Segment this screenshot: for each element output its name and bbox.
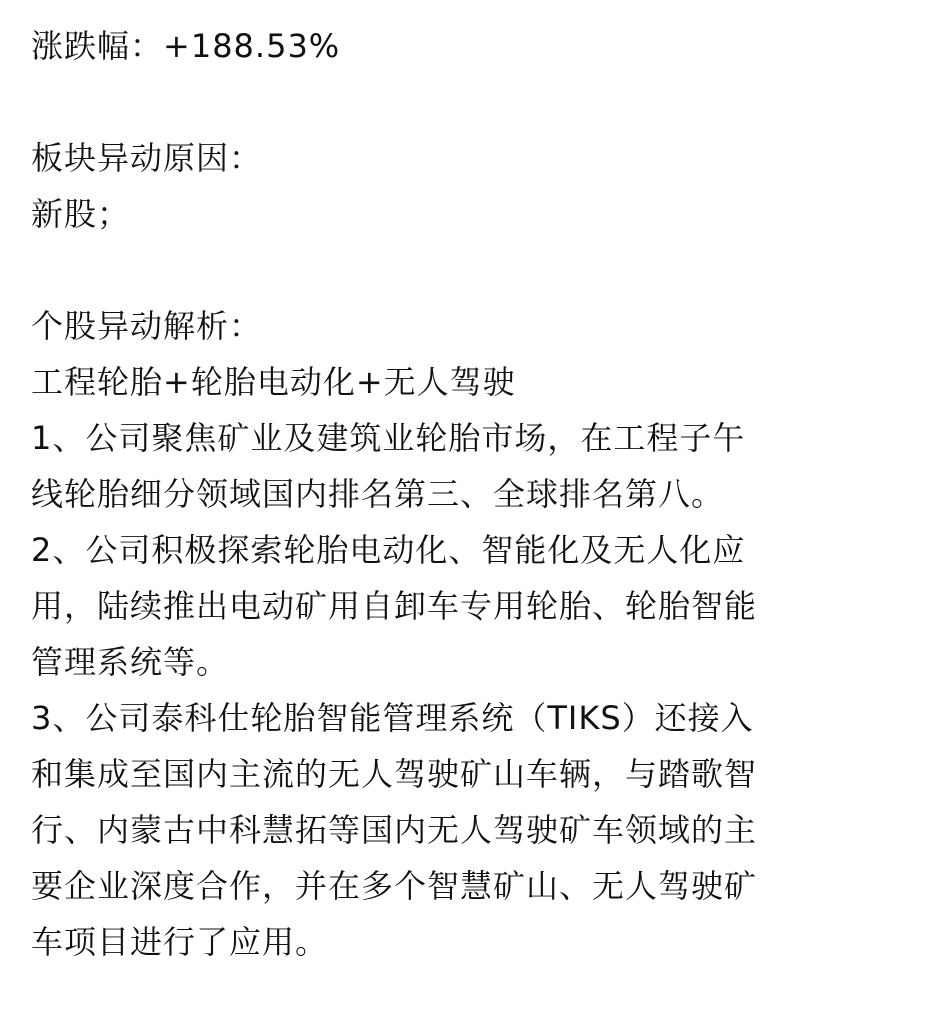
article-body (31, 18, 901, 970)
sector-reason: 新股； (31, 195, 131, 233)
analysis-line: 线轮胎细分领域国内排名第三、全球排名第八。 (31, 475, 725, 513)
analysis-line: 用，陆续推出电动矿用自卸车专用轮胎、轮胎智能 (31, 587, 758, 625)
analysis-line: 3、公司泰科仕轮胎智能管理系统（TIKS）还接入 (31, 699, 754, 737)
stock-theme: 工程轮胎+轮胎电动化+无人驾驶 (31, 363, 516, 401)
sector-heading: 板块异动原因： (31, 139, 263, 177)
analysis-line: 车项目进行了应用。 (31, 923, 329, 961)
analysis-line: 1、公司聚焦矿业及建筑业轮胎市场，在工程子午 (31, 419, 746, 457)
change-line (31, 18, 901, 74)
change-value: +188.53% (163, 27, 341, 65)
analysis-line: 要企业深度合作，并在多个智慧矿山、无人驾驶矿 (31, 867, 758, 905)
spacer (31, 74, 901, 130)
stock-heading: 个股异动解析： (31, 307, 263, 345)
bottom-margin (0, 1000, 927, 1024)
analysis-line: 管理系统等。 (31, 643, 230, 681)
analysis-line: 2、公司积极探索轮胎电动化、智能化及无人化应 (31, 531, 746, 569)
analysis-line: 和集成至国内主流的无人驾驶矿山车辆，与踏歌智 (31, 755, 758, 793)
spacer (31, 242, 901, 298)
change-label: 涨跌幅： (31, 27, 164, 65)
analysis-line: 行、内蒙古中科慧拓等国内无人驾驶矿车领域的主 (31, 811, 758, 849)
